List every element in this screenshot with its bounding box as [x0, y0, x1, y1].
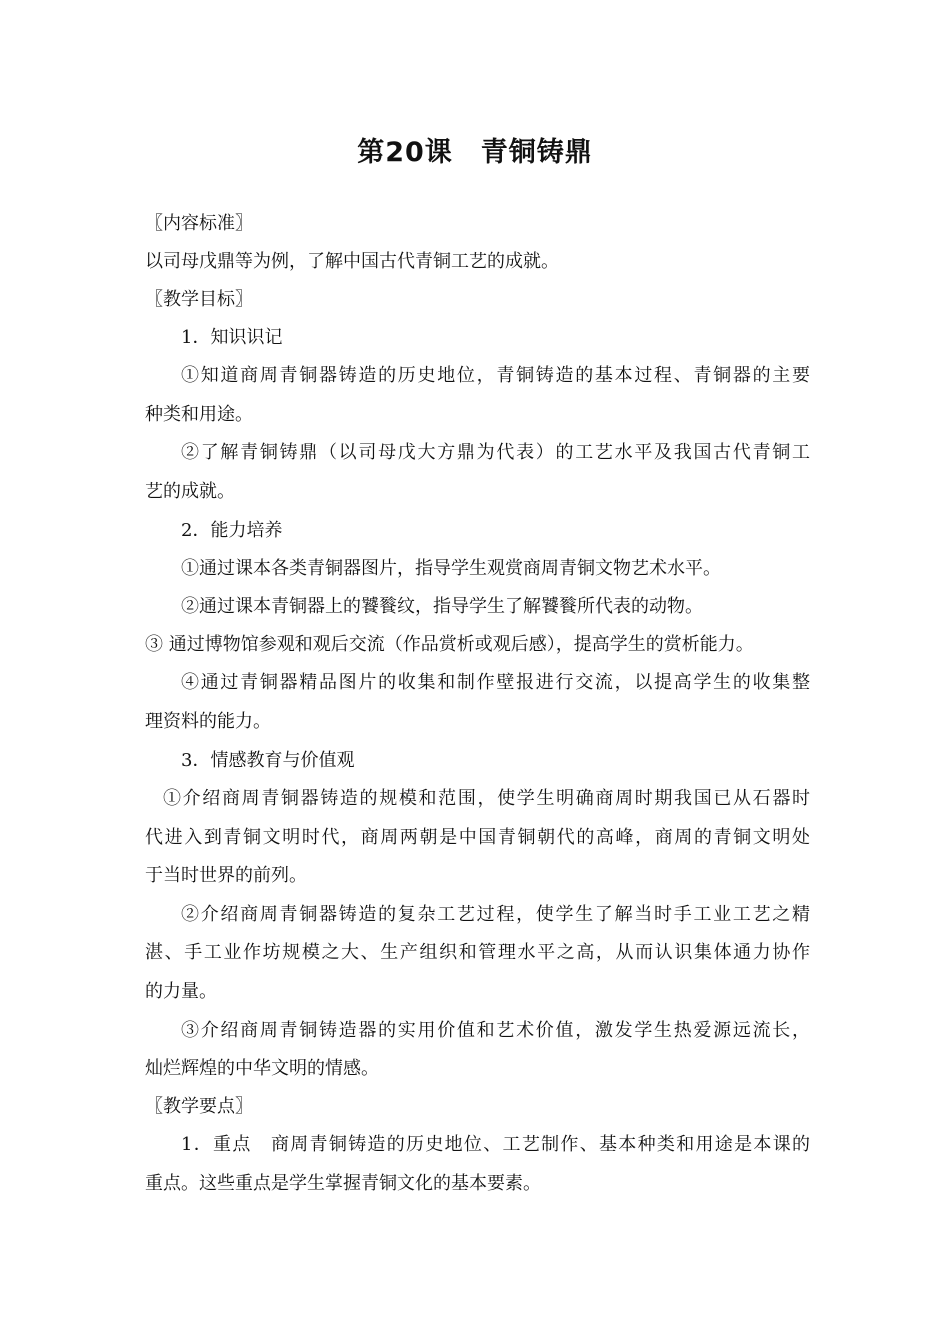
paragraph-line: ④通过青铜器精品图片的收集和制作壁报进行交流，以提高学生的收集整 [181, 672, 810, 693]
paragraph-line: 于当时世界的前列。 [145, 865, 307, 886]
paragraph-line: 理资料的能力。 [145, 711, 271, 732]
paragraph-line: 种类和用途。 [145, 404, 253, 425]
paragraph-line: ③介绍商周青铜铸造器的实用价值和艺术价值，激发学生热爱源远流长， [181, 1020, 810, 1041]
paragraph-line: ①知道商周青铜器铸造的历史地位，青铜铸造的基本过程、青铜器的主要 [181, 365, 810, 386]
paragraph-line: 艺的成就。 [145, 481, 235, 502]
paragraph-line: 代进入到青铜文明时代，商周两朝是中国青铜朝代的高峰，商周的青铜文明处 [145, 827, 810, 848]
subheading-knowledge: 1．知识识记 [181, 327, 283, 348]
paragraph-line: 以司母戊鼎等为例，了解中国古代青铜工艺的成就。 [145, 251, 559, 272]
paragraph-line: ③ 通过博物馆参观和观后交流（作品赏析或观后感），提高学生的赏析能力。 [145, 634, 754, 655]
paragraph-line: 1．重点 商周青铜铸造的历史地位、工艺制作、基本种类和用途是本课的 [181, 1134, 810, 1155]
paragraph-line: 重点。这些重点是学生掌握青铜文化的基本要素。 [145, 1173, 541, 1194]
page-title: 第20课 青铜铸鼎 [357, 137, 593, 168]
paragraph-line: 的力量。 [145, 981, 217, 1002]
paragraph-line: ②通过课本青铜器上的饕餮纹，指导学生了解饕餮所代表的动物。 [181, 596, 703, 617]
paragraph-line: ①介绍商周青铜器铸造的规模和范围，使学生明确商周时期我国已从石器时 [163, 788, 810, 809]
section-heading-teaching-points: 〖教学要点〗 [145, 1096, 253, 1117]
subheading-ability: 2．能力培养 [181, 520, 283, 541]
paragraph-line: 湛、手工业作坊规模之大、生产组织和管理水平之高，从而认识集体通力协作 [145, 942, 810, 963]
paragraph-line: ②了解青铜铸鼎（以司母戊大方鼎为代表）的工艺水平及我国古代青铜工 [181, 442, 810, 463]
paragraph-line: ②介绍商周青铜器铸造的复杂工艺过程，使学生了解当时手工业工艺之精 [181, 904, 810, 925]
section-heading-teaching-goals: 〖教学目标〗 [145, 289, 253, 310]
section-heading-content-standard: 〖内容标准〗 [145, 213, 253, 234]
paragraph-line: ①通过课本各类青铜器图片，指导学生观赏商周青铜文物艺术水平。 [181, 558, 721, 579]
paragraph-line: 灿烂辉煌的中华文明的情感。 [145, 1058, 379, 1079]
subheading-values: 3．情感教育与价值观 [181, 750, 355, 771]
